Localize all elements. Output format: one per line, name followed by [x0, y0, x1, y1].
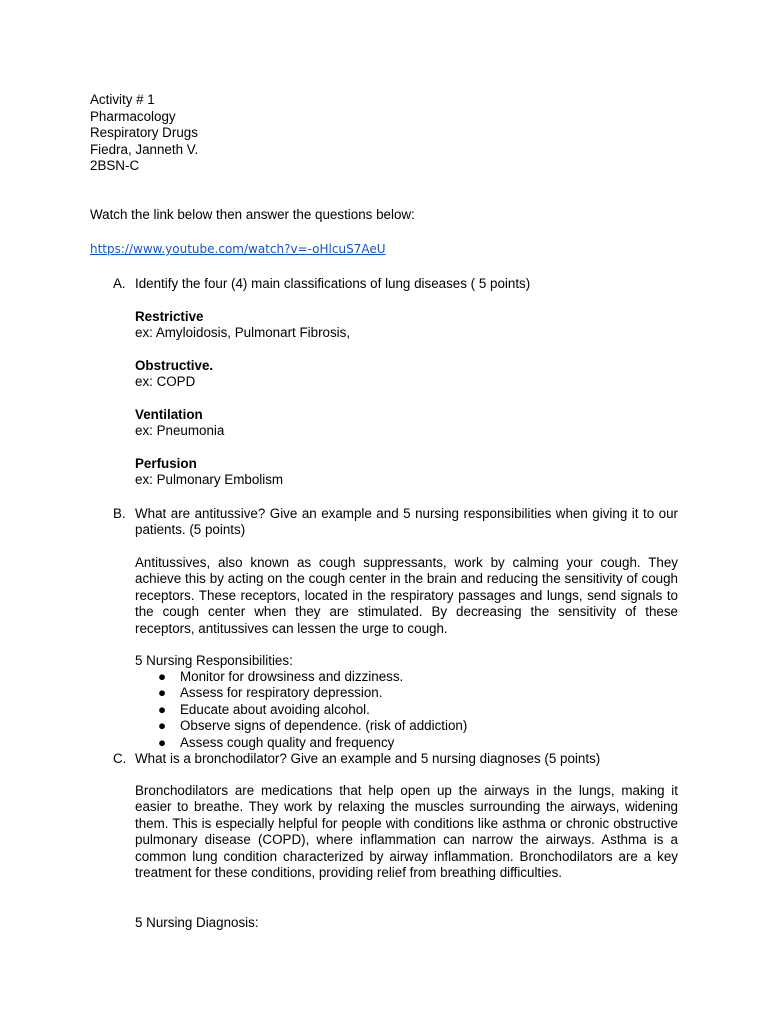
student-name: Fiedra, Janneth V.	[90, 141, 199, 157]
list-item-text: Educate about avoiding alcohol.	[180, 701, 370, 717]
list-item-text: Observe signs of dependence. (risk of addiction)	[180, 718, 468, 734]
classification-example: ex: Pneumonia	[135, 423, 225, 439]
classification-obstructive	[135, 358, 678, 391]
question-a	[113, 276, 678, 292]
classification-example: ex: Pulmonary Embolism	[135, 472, 284, 488]
header-block	[90, 92, 198, 175]
instructions: Watch the link below then answer the questions below:	[90, 207, 415, 222]
list-item-text: Assess cough quality and frequency	[180, 734, 395, 750]
question-b-text: What are antitussive? Give an example and 5 nursing responsibilities when giving it to our patients. (5 points)	[135, 506, 678, 538]
question-c-marker: C.	[113, 751, 127, 766]
activity-title: Activity # 1	[90, 92, 155, 107]
class-section: 2BSN-C	[90, 158, 140, 174]
classification-name: Ventilation	[135, 407, 203, 422]
classification-name: Restrictive	[135, 309, 204, 324]
responsibilities-list	[158, 669, 467, 751]
classification-perfusion	[135, 456, 678, 489]
bronchodilator-answer: Bronchodilators are medications that help open up the airways in the lungs, making it easier to breathe. They work by relaxing the muscles surrounding the airways, widening them. This is especially helpful for people with conditions like asthma or chronic obstructive pulmonary disease (COPD), where inflammation can narrow the airways. Asthma is a common lung condition characterized by airway inflammation. Bronchodilators are a key treatment for these conditions, providing relief from breathing difficulties.	[135, 783, 678, 881]
question-b	[113, 506, 678, 539]
question-c-text: What is a bronchodilator? Give an example and 5 nursing diagnoses (5 points)	[135, 751, 601, 766]
list-item	[158, 669, 467, 685]
list-item	[158, 702, 467, 718]
responsibilities-heading: 5 Nursing Responsibilities:	[135, 653, 293, 668]
bullet-icon: ●	[158, 718, 167, 734]
list-item-text: Assess for respiratory depression.	[180, 685, 383, 701]
bullet-icon: ●	[158, 669, 167, 684]
classification-name: Perfusion	[135, 456, 197, 471]
youtube-link[interactable]: https://www.youtube.com/watch?v=-oHlcuS7AeU	[90, 242, 386, 256]
antitussive-answer: Antitussives, also known as cough suppressants, work by calming your cough. They achieve this by acting on the cough center in the brain and reducing the sensitivity of cough receptors. These receptors, located in the respiratory passages and lungs, send signals to the cough center when they are stimulated. By decreasing the sensitivity of these receptors, antitussives can lessen the urge to cough.	[135, 555, 678, 636]
classification-example: ex: Amyloidosis, Pulmonart Fibrosis,	[135, 325, 351, 341]
question-c	[113, 751, 678, 767]
question-a-text: Identify the four (4) main classifications of lung diseases ( 5 points)	[135, 276, 531, 291]
classification-restrictive	[135, 309, 678, 342]
bullet-icon: ●	[158, 685, 167, 701]
course-name: Pharmacology	[90, 108, 176, 124]
diagnosis-heading: 5 Nursing Diagnosis:	[135, 915, 259, 930]
bullet-icon: ●	[158, 734, 167, 750]
list-item	[158, 685, 467, 701]
question-a-marker: A.	[113, 276, 126, 291]
classification-ventilation	[135, 407, 678, 440]
list-item-text: Monitor for drowsiness and dizziness.	[180, 669, 404, 684]
list-item	[158, 718, 467, 734]
classification-example: ex: COPD	[135, 374, 196, 390]
bullet-icon: ●	[158, 701, 167, 717]
topic-name: Respiratory Drugs	[90, 125, 198, 141]
question-b-marker: B.	[113, 506, 126, 521]
list-item	[158, 735, 467, 751]
classification-name: Obstructive.	[135, 358, 214, 373]
